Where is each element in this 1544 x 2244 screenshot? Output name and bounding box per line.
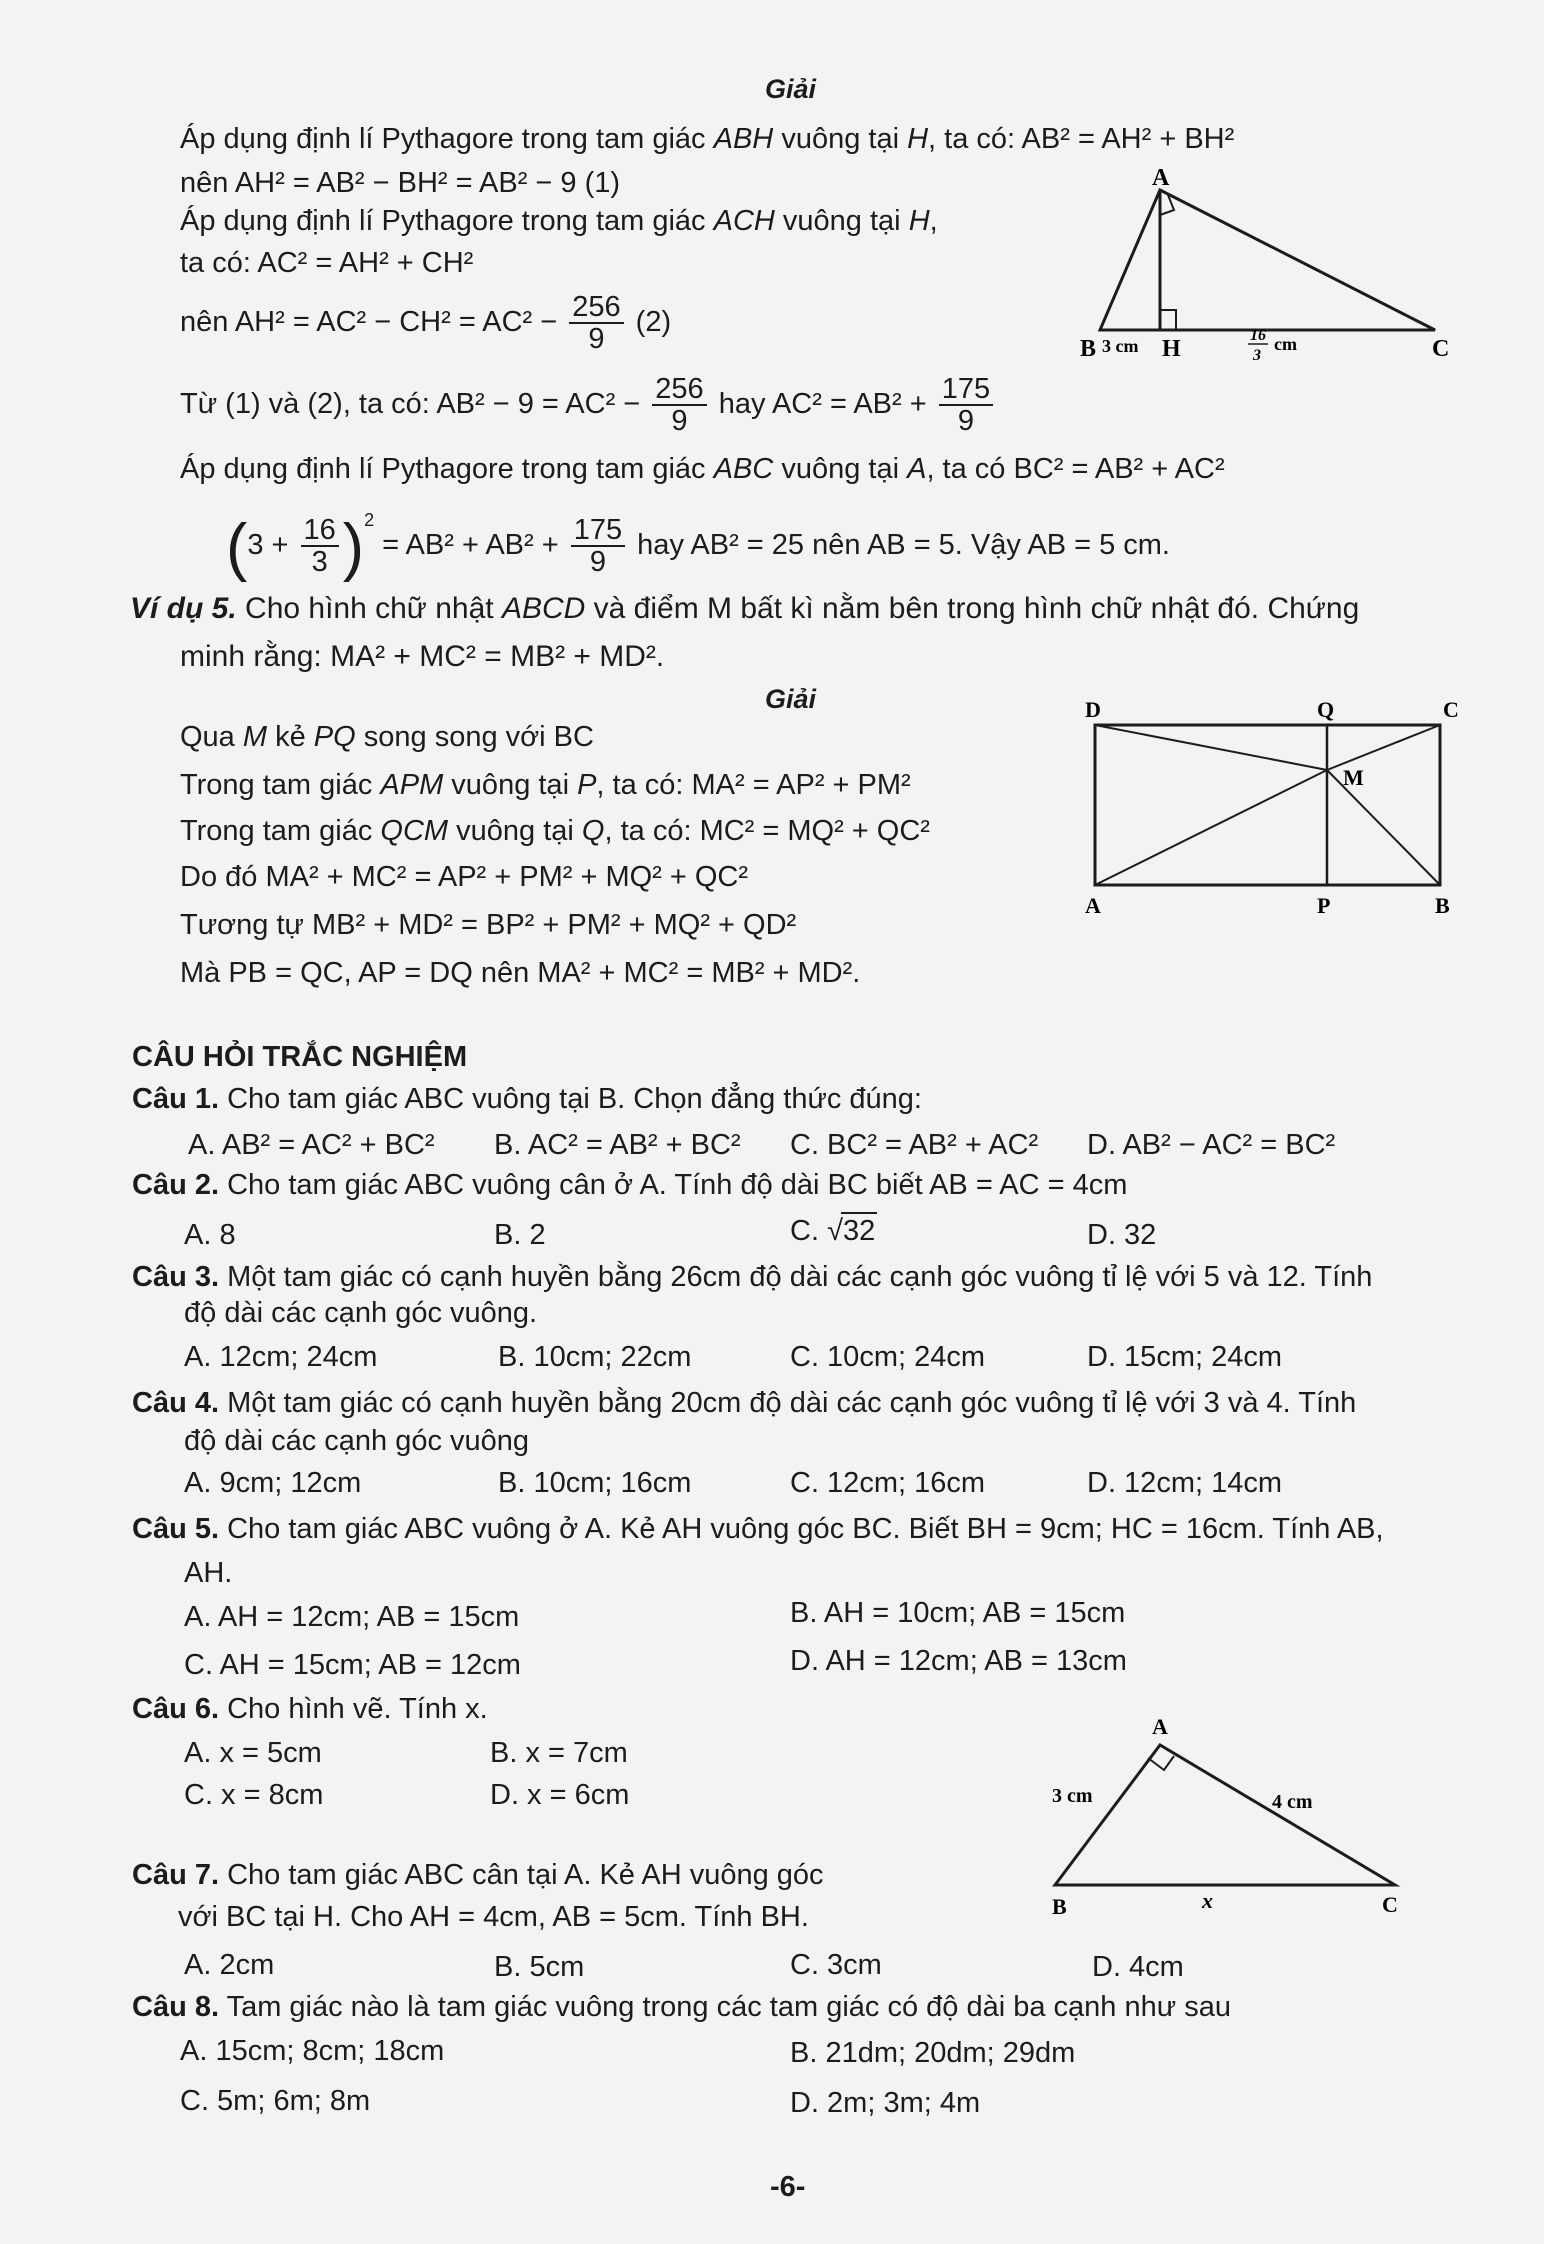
q1-option-a[interactable]: A. AB² = AC² + BC²: [188, 1129, 435, 1161]
question-3-line-2: độ dài các cạnh góc vuông.: [184, 1297, 538, 1329]
figure3-ac-length: 4 cm: [1272, 1791, 1313, 1813]
q1-option-b[interactable]: B. AC² = AB² + BC²: [494, 1129, 741, 1161]
figure2-label-b: B: [1435, 893, 1450, 918]
q5-option-d[interactable]: D. AH = 12cm; AB = 13cm: [790, 1645, 1127, 1677]
example-5-step-3: Trong tam giác QCM vuông tại Q, ta có: MC² = MQ² + QC²: [180, 815, 930, 847]
figure2-label-c: C: [1443, 697, 1459, 722]
solution-heading: Giải: [765, 74, 817, 104]
q5-option-a[interactable]: A. AH = 12cm; AB = 15cm: [184, 1601, 520, 1633]
figure3-label-a: A: [1152, 1714, 1168, 1739]
figure3-ab-length: 3 cm: [1052, 1785, 1093, 1807]
question-7-line-2: với BC tại H. Cho AH = 4cm, AB = 5cm. Tính BH.: [178, 1901, 809, 1933]
q4-option-d[interactable]: D. 12cm; 14cm: [1087, 1467, 1282, 1499]
q4-option-a[interactable]: A. 9cm; 12cm: [184, 1467, 362, 1499]
figure1-bh: 3 cm: [1102, 336, 1139, 356]
q7-option-c[interactable]: C. 3cm: [790, 1949, 882, 1981]
figure2-label-a: A: [1085, 893, 1101, 918]
figure1-hc-num: 16: [1250, 327, 1266, 344]
figure3-label-c: C: [1382, 1892, 1398, 1917]
solution-line-5: nên AH² = AC² − CH² = AC² − $\frac{256}{9}$ (2): [180, 291, 672, 356]
question-4-line-2: độ dài các cạnh góc vuông: [184, 1425, 530, 1457]
q5-option-c[interactable]: C. AH = 15cm; AB = 12cm: [184, 1649, 521, 1681]
figure1-label-a: A: [1152, 165, 1170, 191]
rectangle-abcd-figure: [1075, 695, 1475, 935]
q8-option-c[interactable]: C. 5m; 6m; 8m: [180, 2085, 371, 2117]
quiz-heading: CÂU HỎI TRẮC NGHIỆM: [132, 1041, 468, 1073]
q8-option-a[interactable]: A. 15cm; 8cm; 18cm: [180, 2035, 445, 2067]
solution-line-4: ta có: AC² = AH² + CH²: [180, 247, 474, 279]
solution-line-2: nên AH² = AB² − BH² = AB² − 9 (1): [180, 167, 621, 199]
q8-option-b[interactable]: B. 21dm; 20dm; 29dm: [790, 2037, 1076, 2069]
q4-option-b[interactable]: B. 10cm; 16cm: [498, 1467, 692, 1499]
example-5-line-1: Ví dụ 5. Cho hình chữ nhật ABCD và điểm M bất kì nằm bên trong hình chữ nhật đó. Chứng: [130, 592, 1360, 625]
question-5: Câu 5. Cho tam giác ABC vuông ở A. Kẻ AH vuông góc BC. Biết BH = 9cm; HC = 16cm. Tính AB,: [132, 1513, 1384, 1545]
example-5-step-4: Do đó MA² + MC² = AP² + PM² + MQ² + QC²: [180, 861, 749, 893]
question-3: Câu 3. Một tam giác có cạnh huyền bằng 26cm độ dài các cạnh góc vuông tỉ lệ với 5 và 12. Tính: [132, 1261, 1373, 1293]
figure1-label-b: B: [1080, 336, 1097, 362]
figure2-label-d: D: [1085, 697, 1101, 722]
figure2-label-p: P: [1317, 893, 1331, 918]
q2-option-c[interactable]: C. √32: [790, 1212, 877, 1248]
q6-option-c[interactable]: C. x = 8cm: [184, 1779, 324, 1811]
solution-line-3: Áp dụng định lí Pythagore trong tam giác ACH vuông tại H,: [180, 205, 938, 237]
figure2-label-q: Q: [1317, 697, 1335, 722]
q2-option-b[interactable]: B. 2: [494, 1219, 546, 1251]
question-7: Câu 7. Cho tam giác ABC cân tại A. Kẻ AH vuông góc: [132, 1859, 824, 1891]
solution-line-6: Từ (1) và (2), ta có: AB² − 9 = AC² − $\frac{256}{9}$ hay AC² = AB² + $\frac{175}{9}$: [180, 372, 997, 436]
q3-option-c[interactable]: C. 10cm; 24cm: [790, 1341, 985, 1373]
q6-option-b[interactable]: B. x = 7cm: [490, 1737, 628, 1769]
figure1-label-h: H: [1162, 336, 1181, 362]
q1-option-d[interactable]: D. AB² − AC² = BC²: [1087, 1129, 1336, 1161]
q5-option-b[interactable]: B. AH = 10cm; AB = 15cm: [790, 1597, 1126, 1629]
question-1: Câu 1. Cho tam giác ABC vuông tại B. Chọn đẳng thức đúng:: [132, 1083, 922, 1115]
question-4: Câu 4. Một tam giác có cạnh huyền bằng 20cm độ dài các cạnh góc vuông tỉ lệ với 3 và 4. Tính: [132, 1387, 1357, 1419]
figure3-x-label: x: [1202, 1888, 1213, 1913]
q3-option-b[interactable]: B. 10cm; 22cm: [498, 1341, 692, 1373]
example-5-solution-heading: Giải: [765, 684, 817, 714]
example-5-step-1: Qua M kẻ PQ song song với BC: [180, 721, 594, 753]
example-5-line-2: minh rằng: MA² + MC² = MB² + MD².: [180, 640, 665, 673]
figure2-label-m: M: [1343, 765, 1364, 790]
q2-option-a[interactable]: A. 8: [184, 1219, 236, 1251]
question-2: Câu 2. Cho tam giác ABC vuông cân ở A. Tính độ dài BC biết AB = AC = 4cm: [132, 1169, 1128, 1201]
q3-option-a[interactable]: A. 12cm; 24cm: [184, 1341, 378, 1373]
solution-line-1: Áp dụng định lí Pythagore trong tam giác ABH vuông tại H, ta có: AB² = AH² + BH²: [180, 123, 1235, 155]
solution-line-8: (3 + $\frac{16}{3}$ )$^2$ = AB² + AB² + $\frac{175}{9}$ hay AB² = 25 nên AB = 5. Vậy AB = 5 cm.: [226, 510, 1170, 583]
figure1-hc-den: 3: [1253, 347, 1261, 364]
q2-option-d[interactable]: D. 32: [1087, 1219, 1157, 1251]
example-5-step-2: Trong tam giác APM vuông tại P, ta có: MA² = AP² + PM²: [180, 769, 911, 801]
triangle-abh-figure: [1080, 160, 1480, 370]
q1-option-c[interactable]: C. BC² = AB² + AC²: [790, 1129, 1039, 1161]
question-5-line-2: AH.: [184, 1557, 233, 1589]
q3-option-d[interactable]: D. 15cm; 24cm: [1087, 1341, 1282, 1373]
q4-option-c[interactable]: C. 12cm; 16cm: [790, 1467, 985, 1499]
q7-option-b[interactable]: B. 5cm: [494, 1951, 585, 1983]
page-number: -6-: [770, 2171, 806, 2203]
question-6: Câu 6. Cho hình vẽ. Tính x.: [132, 1693, 488, 1725]
question-8: Câu 8. Tam giác nào là tam giác vuông trong các tam giác có độ dài ba cạnh như sau: [132, 1991, 1231, 2023]
q6-option-a[interactable]: A. x = 5cm: [184, 1737, 322, 1769]
q7-option-a[interactable]: A. 2cm: [184, 1949, 275, 1981]
figure3-label-b: B: [1052, 1894, 1067, 1919]
q7-option-d[interactable]: D. 4cm: [1092, 1951, 1184, 1983]
example-5-step-5: Tương tự MB² + MD² = BP² + PM² + MQ² + QD²: [180, 909, 797, 941]
figure1-label-c: C: [1432, 336, 1450, 362]
solution-line-7: Áp dụng định lí Pythagore trong tam giác ABC vuông tại A, ta có BC² = AB² + AC²: [180, 453, 1225, 485]
figure1-hc-unit: cm: [1274, 334, 1297, 354]
triangle-q6-figure: [1040, 1710, 1420, 1930]
q6-option-d[interactable]: D. x = 6cm: [490, 1779, 630, 1811]
example-5-step-6: Mà PB = QC, AP = DQ nên MA² + MC² = MB² + MD².: [180, 957, 861, 989]
q8-option-d[interactable]: D. 2m; 3m; 4m: [790, 2087, 981, 2119]
